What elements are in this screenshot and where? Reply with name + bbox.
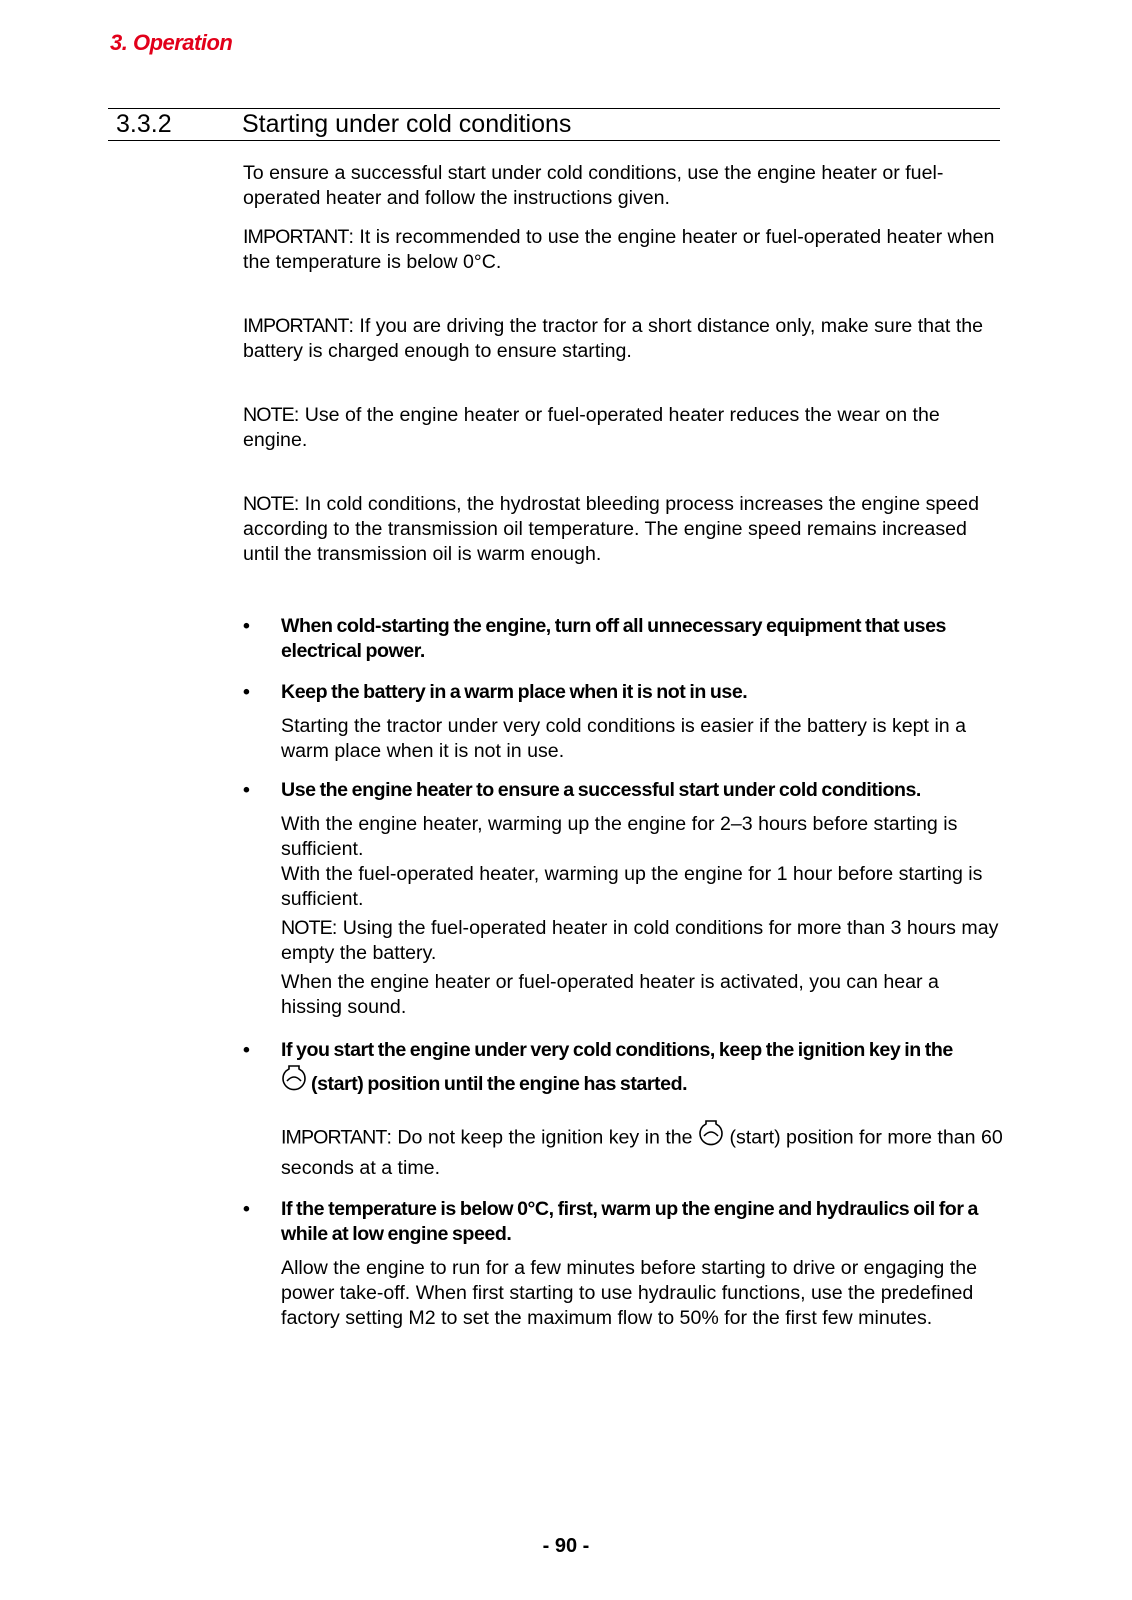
- bullet-text: When cold-starting the engine, turn off all unnecessary equipment that uses electrical power.: [281, 615, 946, 662]
- fuel-heater-description: With the fuel-operated heater, warming up the engine for 1 hour before starting is sufficient.: [281, 863, 983, 910]
- important-note-2: [243, 314, 1003, 364]
- note-1: [243, 403, 1003, 453]
- important-text-part1: : Do not keep the ignition key in the: [386, 1126, 699, 1149]
- ignition-key-important: [243, 1121, 1003, 1181]
- note-2: [243, 492, 1003, 567]
- warm-up-description: Allow the engine to run for a few minutes before starting to drive or engaging the power take-off. When first starting to use hydraulic functions, use the predefined factory setting M2 to set the maximum flow to 50% for the first few minutes.: [281, 1257, 977, 1329]
- note-label: NOTE: [243, 493, 294, 515]
- bullet-mark: •: [243, 1198, 250, 1220]
- engine-heater-description: With the engine heater, warming up the engine for 2–3 hours before starting is sufficient.: [281, 813, 958, 860]
- bullet-mark: •: [243, 681, 250, 703]
- engine-start-icon: [281, 1064, 307, 1102]
- important-label: IMPORTANT: [243, 226, 349, 248]
- note-text: : In cold conditions, the hydrostat bleeding process increases the engine speed according to the transmission oil temperature. The engine speed remains increased until the transmission oil is warm enough.: [243, 493, 979, 565]
- section-header: [108, 108, 1000, 141]
- section-body: [243, 161, 1003, 1331]
- bullet-text: If the temperature is below 0°C, first, warm up the engine and hydraulics oil for a while at low engine speed.: [281, 1198, 978, 1245]
- bullet-text: Use the engine heater to ensure a successful start under cold conditions.: [281, 779, 921, 801]
- bullet-text-part1: If you start the engine under very cold conditions, keep the ignition key in the: [281, 1039, 953, 1061]
- note-text: : Using the fuel-operated heater in cold conditions for more than 3 hours may empty the battery.: [281, 917, 999, 964]
- bullet-mark: •: [243, 615, 250, 637]
- chapter-title: 3. Operation: [110, 30, 233, 55]
- important-note-text: : If you are driving the tractor for a short distance only, make sure that the battery is charged enough to ensure starting.: [243, 315, 984, 362]
- battery-description: Starting the tractor under very cold conditions is easier if the battery is kept in a warm place when it is not in use.: [281, 715, 967, 762]
- bullet-item-battery: [243, 680, 1003, 705]
- hissing-sound-description: When the engine heater or fuel-operated heater is activated, you can hear a hissing sound.: [281, 971, 939, 1018]
- section-title: Starting under cold conditions: [242, 110, 572, 138]
- note-text: : Use of the engine heater or fuel-operated heater reduces the wear on the engine.: [243, 404, 940, 451]
- important-text-part2: (start) position for more than 60 seconds at a time.: [281, 1126, 1003, 1179]
- section-number: 3.3.2: [116, 110, 172, 138]
- bullet-item-ignition-key: [243, 1034, 1003, 1104]
- important-label: IMPORTANT: [281, 1126, 387, 1149]
- bullet-text: Keep the battery in a warm place when it is not in use.: [281, 681, 748, 703]
- important-note-text: : It is recommended to use the engine heater or fuel-operated heater when the temperature is below 0°C.: [243, 226, 995, 273]
- intro-paragraph: To ensure a successful start under cold conditions, use the engine heater or fuel-operated heater and follow the instructions given.: [243, 162, 944, 209]
- important-label: IMPORTANT: [243, 315, 349, 337]
- note-label: NOTE: [243, 404, 294, 426]
- important-note-1: [243, 225, 1003, 275]
- engine-start-icon: [698, 1119, 724, 1154]
- bullet-item-warm-up: [243, 1197, 1003, 1247]
- bullet-text-part2: (start) position until the engine has started.: [307, 1073, 688, 1096]
- page-number: - 90 -: [542, 1535, 590, 1557]
- bullet-item-equipment: [243, 614, 1003, 664]
- bullet-mark: •: [243, 1039, 250, 1061]
- note-label: NOTE: [281, 917, 332, 939]
- bullet-mark: •: [243, 779, 250, 801]
- fuel-heater-note: [243, 916, 1003, 966]
- bullet-item-engine-heater: [243, 778, 1003, 803]
